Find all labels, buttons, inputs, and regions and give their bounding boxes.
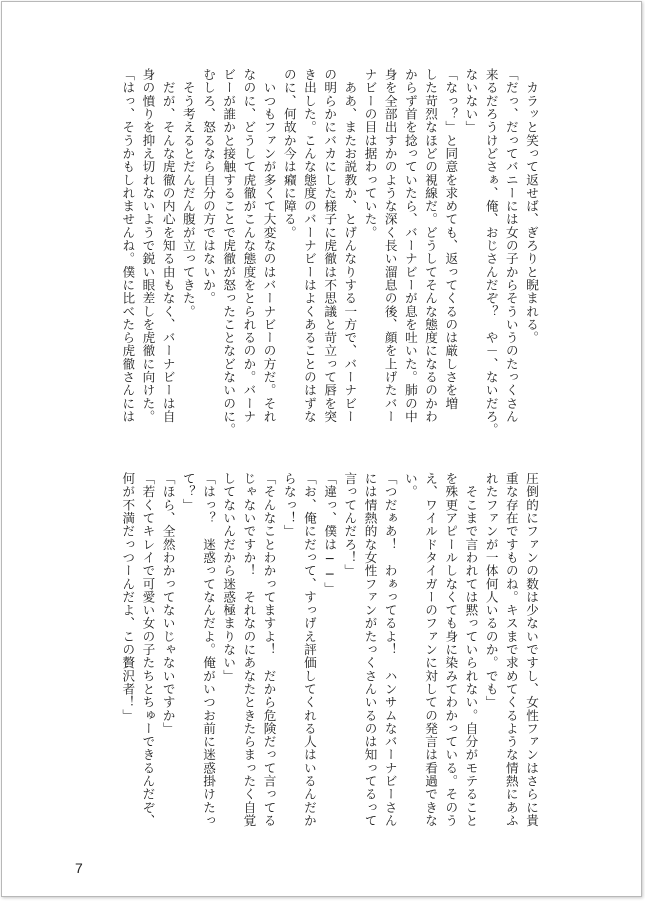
- text-column: だが、そんな虎徹の内心を知る由もなく、バーナビーは自: [160, 68, 176, 424]
- text-column: には情熱的な女性ファンがたっくさんいるのは知ってるって: [362, 472, 378, 828]
- text-column: いつもファンが多くて大変なのはバーナビーの方だ。それ: [261, 68, 277, 424]
- page-number: 7: [75, 860, 83, 876]
- text-column: ないない」: [463, 68, 479, 134]
- text-column: 「だっ、だってバニーには女の子からそういうのたっくさん: [503, 68, 519, 424]
- text-column: 「若くてキレイで可愛い女の子たちとちゅーできるんだぞ、: [140, 472, 156, 828]
- text-column: からず首を捻っていたら、バーナビーが息を吐いた。肺の中: [402, 68, 418, 424]
- upper-text-block: [101, 68, 541, 450]
- text-column: を殊更アピールしなくても身に染みてわかっている。そのう: [443, 472, 459, 828]
- text-column: え、ワイルドタイガーのファンに対しての発言は看過できな: [423, 472, 439, 828]
- text-column: 重な存在ですものね。キスまで求めてくるような情熱にあふ: [503, 472, 519, 828]
- text-column: してないんだから迷惑極まりない」: [221, 472, 237, 683]
- text-column: ああ、またお説教か、とげんなりする一方で、バーナビー: [342, 68, 358, 424]
- lower-text-block: [101, 472, 541, 854]
- text-column: なのに、どうして虎徹がこんな態度をとられるのか。バーナ: [241, 68, 257, 424]
- text-column: い。: [402, 472, 418, 499]
- text-column: ビーが誰かと接触することで虎徹が怒ったことなどないのに。: [221, 68, 237, 437]
- text-column: 来るだろうけどさぁ、俺、おじさんだぞ？ や－、ないだろ。: [483, 68, 499, 437]
- text-column: らなっ！」: [281, 472, 297, 538]
- book-page: [1, 1, 642, 897]
- text-column: 何が不満だっつーんだよ、この贅沢者！」: [120, 472, 136, 722]
- text-column: 「お、俺にだって、すっげえ評価してくれる人はいるんだか: [301, 472, 317, 828]
- text-column: 「つだぁあ！ わぁってるよ！ ハンサムなバーナビーさん: [382, 472, 398, 828]
- text-column: 身を全部出すかのような深く長い溜息の後、顔を上げたバー: [382, 68, 398, 424]
- text-column: ナビーの目は据わっていた。: [362, 68, 378, 239]
- text-column: した苛烈なほどの視線だ。どうしてそんな態度になるのかわ: [423, 68, 439, 424]
- text-column: の明らかにバカにした様子に虎徹は不思議と苛立って唇を突: [322, 68, 338, 424]
- text-column: じゃないですか！ それなのにあなたときたらまったく自覚: [241, 472, 257, 828]
- text-column: そう考えるとだんだん腹が立ってきた。: [180, 68, 196, 318]
- text-column: 「はっ、そうかもしれませんね。僕に比べたら虎徹さんには: [120, 68, 136, 424]
- text-column: 「はっ？ 迷惑ってなんだよ。俺がいつお前に迷惑掛けたっ: [201, 472, 216, 828]
- text-column: カラッと笑って返せば、ぎろりと睨まれる。: [524, 68, 539, 345]
- text-column: そこまで言われては黙っていられない。自分がモテること: [463, 472, 479, 828]
- text-column: て？」: [180, 472, 196, 512]
- text-column: 身の憤りを抑え切れないようで鋭い眼差しを虎徹に向けた。: [140, 68, 156, 424]
- text-column: 「そんなことわかってますよ！ だから危険だって言ってる: [261, 472, 277, 828]
- text-column: 「なっ？」と同意を求めても、返ってくるのは厳しさを増: [443, 68, 459, 410]
- text-column: のに、何故か今は癪に障る。: [281, 68, 297, 239]
- text-column: 「違っ、僕は──」: [322, 472, 338, 596]
- text-column: 言ってんだろ！」: [342, 472, 358, 578]
- text-column: 圧倒的にファンの数は少ないですし、女性ファンはさらに貴: [524, 472, 539, 828]
- text-column: れたファンが一体何人いるのか。でも」: [483, 472, 499, 709]
- text-column: むしろ、怒るなら自分の方ではないか。: [201, 68, 216, 305]
- text-column: 「ほら、全然わかってないじゃないですか」: [160, 472, 176, 735]
- text-column: き出した。こんな態度のバーナビーはよくあることのはずな: [301, 68, 317, 424]
